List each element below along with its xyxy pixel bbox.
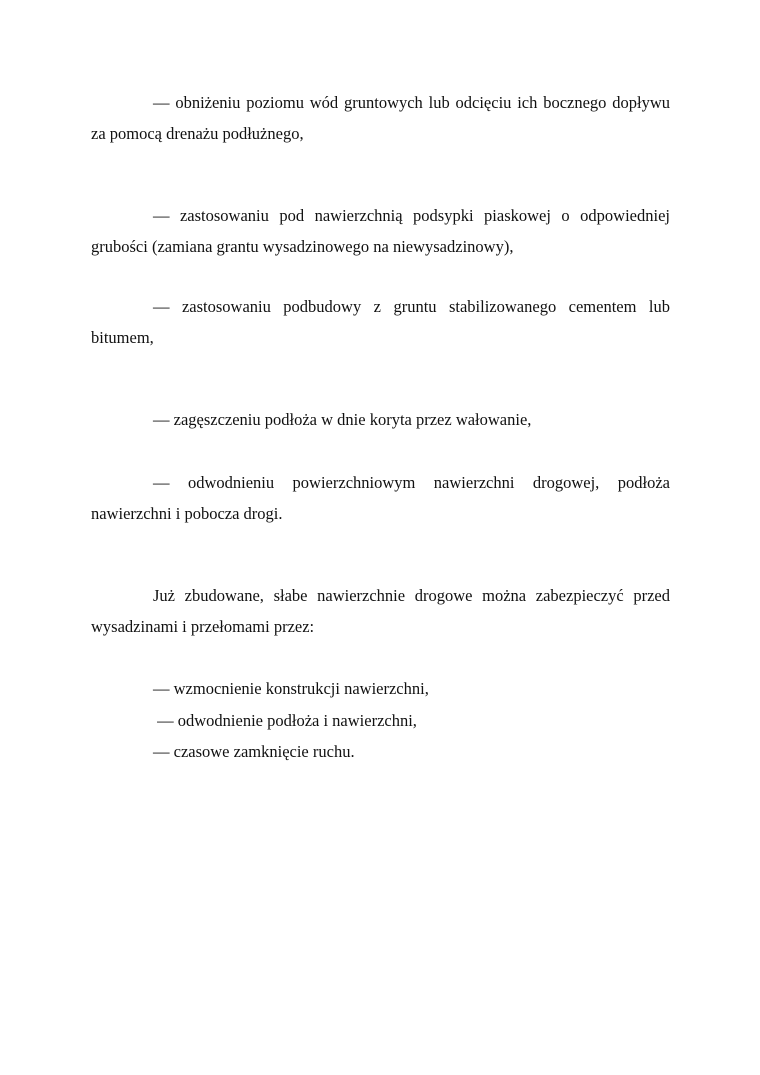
list-item: — wzmocnienie konstrukcji nawierzchni,	[153, 679, 429, 698]
paragraph-compaction: — zagęszczeniu podłoża w dnie koryta przez wałowanie,	[153, 410, 532, 429]
list-item: — czasowe zamknięcie ruchu.	[153, 742, 355, 761]
paragraph-groundwater-drainage: — obniżeniu poziomu wód gruntowych lub odcięciu ich bocznego dopływu za pomocą drenażu podłużnego,	[91, 93, 670, 143]
list-item: — odwodnienie podłoża i nawierzchni,	[153, 710, 417, 730]
paragraph-surface-drainage: — odwodnieniu powierzchniowym nawierzchni drogowej, podłoża nawierzchni i pobocza drogi.	[91, 473, 670, 523]
paragraph-existing-pavements: Już zbudowane, słabe nawierzchnie drogowe można zabezpieczyć przed wysadzinami i przełomami przez:	[91, 586, 670, 636]
measures-list	[153, 673, 429, 768]
paragraph-stabilized-base: — zastosowaniu podbudowy z gruntu stabilizowanego cementem lub bitumem,	[91, 297, 670, 347]
paragraph-sand-subbase: — zastosowaniu pod nawierzchnią podsypki piaskowej o odpowiedniej grubości (zamiana grantu wysadzinowego na niewysadzinowy),	[91, 206, 670, 256]
